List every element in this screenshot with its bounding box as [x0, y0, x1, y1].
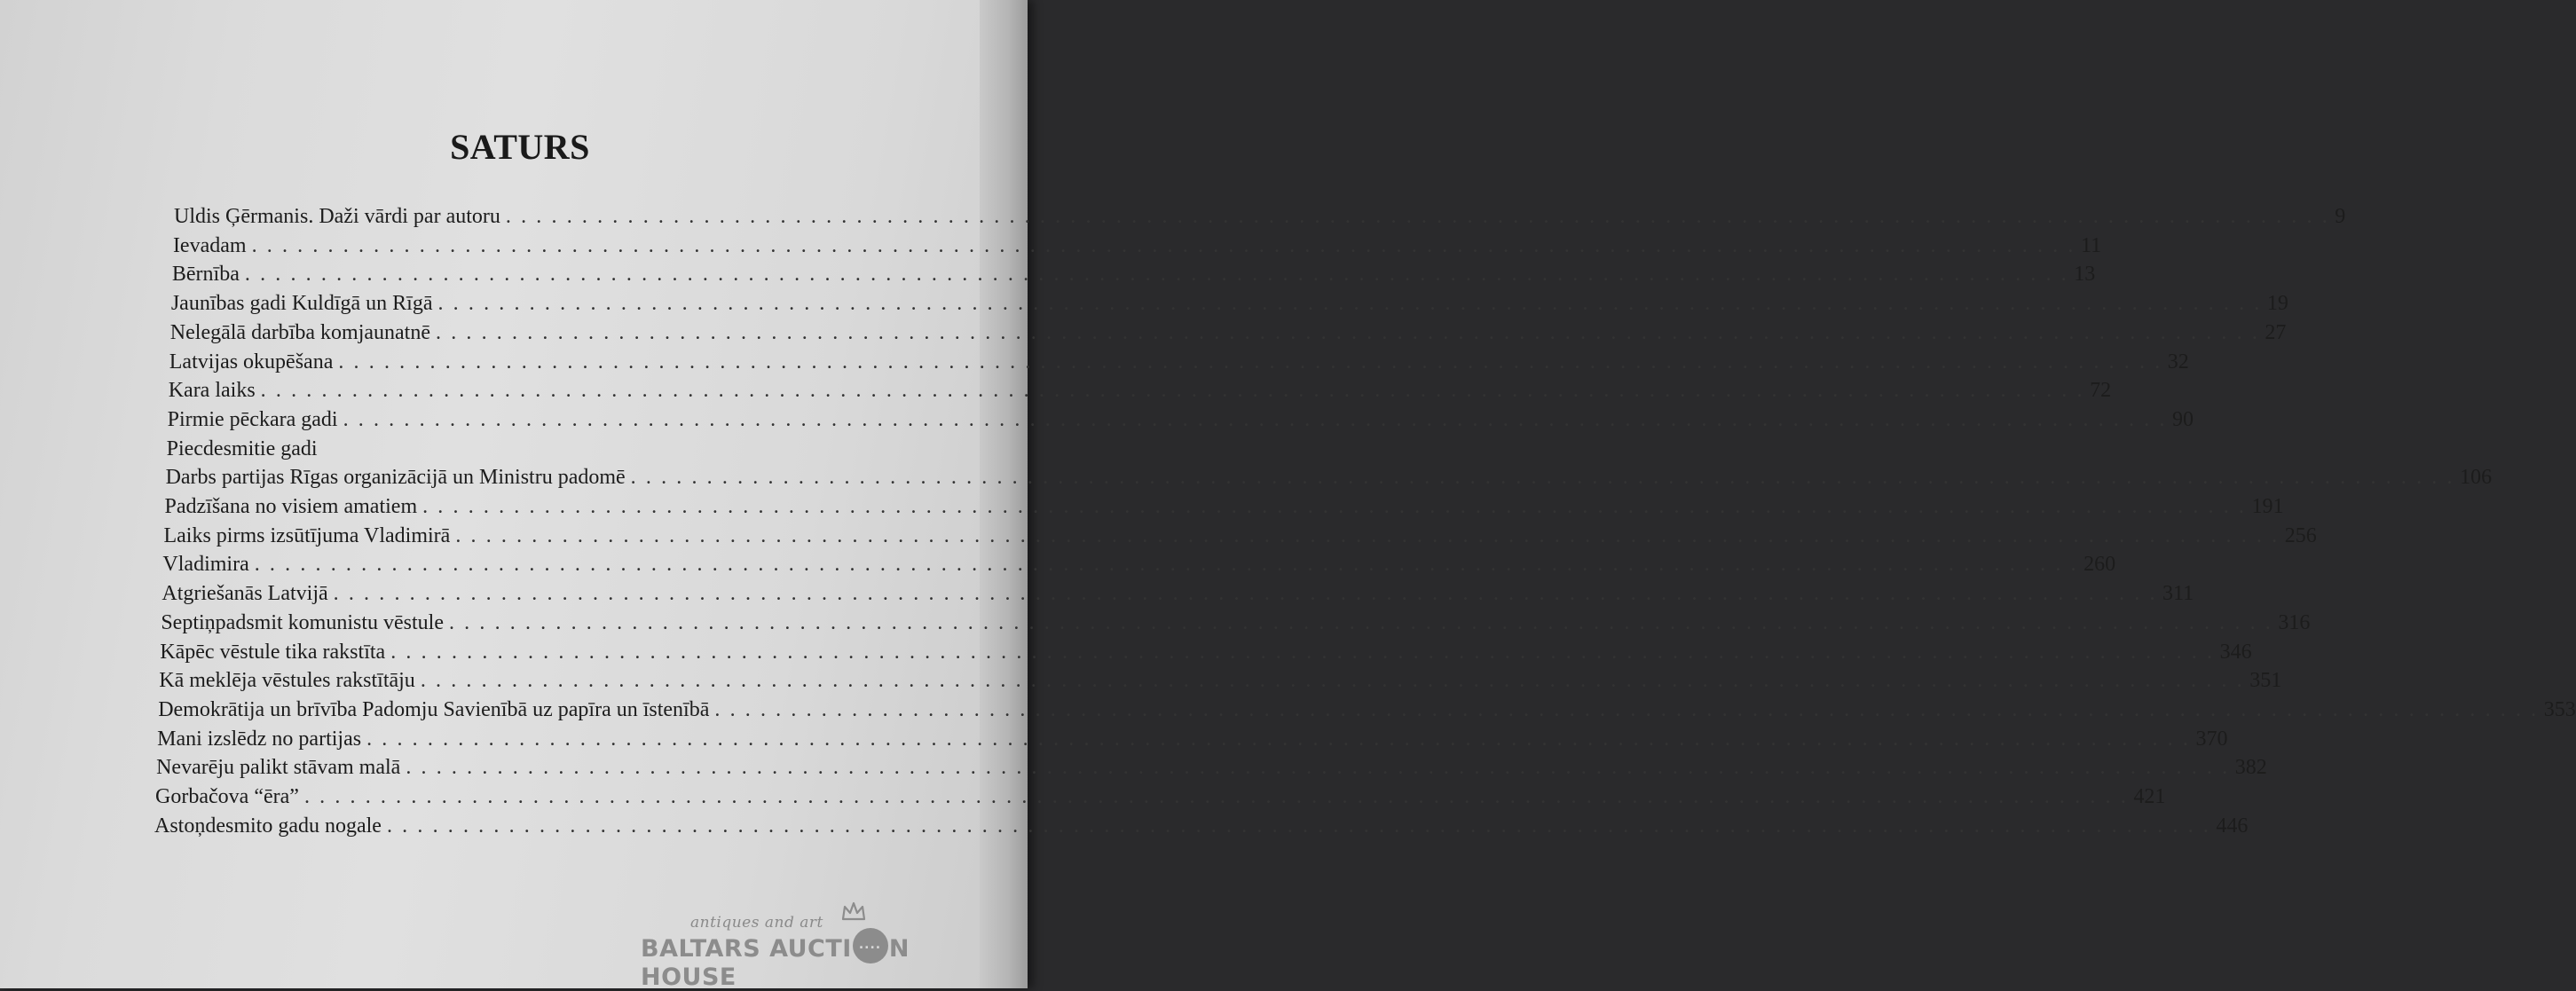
toc-leader-dots: . . . . . . . . . . . . . . . . . . . . . . . . . . . . . . . . . . . . . . . . . . . . . . . . . . . . . . . . . . . . . . . . . . . . . . . . . . . . . . . . . . . . . . . . . . . . . . . . . . . . . . . . . . . . . . . . . . . . . . . . — [333, 582, 2158, 606]
toc-entry — [169, 319, 2287, 347]
toc-entry-title: Nevarēju palikt stāvam malā — [156, 756, 401, 780]
toc-leader-dots: . . . . . . . . . . . . . . . . . . . . . . . . . . . . . . . . . . . . . . . . . . . . . . . . . . . . . . . . . . . . . . . . . . . . . . . . . . . . . . . . . . . . . . . . . . . . . . . . . . . . . . . . . . . . . . . . . . . . . . . . — [437, 292, 2262, 316]
toc-page-number: 19 — [2266, 292, 2288, 316]
toc-leader-dots: . . . . . . . . . . . . . . . . . . . . . . . . . . . . . . . . . . . . . . . . . . . . . . . . . . . . . . . . . . . . . . . . . . . . . . . . . . . . . . . . . . . . . . . . . . . . . . . . . . . . . . . . . . . . . . . . . . . . . . . . — [386, 814, 2211, 838]
toc-entry — [167, 435, 878, 463]
toc-entry-title: Atgriešanās Latvijā — [161, 582, 328, 606]
toc-page-number: 72 — [2090, 379, 2112, 403]
toc-page-number: 191 — [2251, 495, 2284, 518]
toc-entry — [155, 783, 2166, 811]
toc-leader-dots: . . . . . . . . . . . . . . . . . . . . . . . . . . . . . . . . . . . . . . . . . . . . . . . . . . . . . . . . . . . . . . . . . . . . . . . . . . . . . . . . . . . . . . . . . . . . . . . . . . . . . . . . . . . . . . . . . . . . . . . . — [630, 466, 2455, 490]
toc-entry — [160, 638, 2252, 666]
toc-page-number: 446 — [2216, 814, 2249, 838]
toc-entry — [162, 550, 2116, 578]
toc-entry-title: Mani izslēdz no partijas — [157, 727, 362, 751]
toc-entry — [174, 202, 2346, 231]
toc-entry-title: Kara laiks — [168, 379, 256, 403]
toc-page-number: 311 — [2162, 582, 2194, 606]
toc-entry — [158, 696, 2576, 724]
page-title: SATURS — [450, 127, 590, 167]
toc-page-number: 9 — [2335, 205, 2346, 228]
toc-leader-dots: . . . . . . . . . . . . . . . . . . . . . . . . . . . . . . . . . . . . . . . . . . . . . . . . . . . . . . . . . . . . . . . . . . . . . . . . . . . . . . . . . . . . . . . . . . . . . . . . . . . . . . . . . . . . . . . . . . . . . . . . — [303, 785, 2129, 808]
toc-entry-title: Nelegālā darbība komjaunatnē — [169, 320, 430, 344]
toc-entry — [170, 289, 2288, 318]
toc-entry-title: Jaunības gadi Kuldīgā un Rīgā — [170, 292, 433, 316]
toc-leader-dots: . . . . . . . . . . . . . . . . . . . . . . . . . . . . . . . . . . . . . . . . . . . . . . . . . . . . . . . . . . . . . . . . . . . . . . . . . . . . . . . . . . . . . . . . . . . . . . . . . . . . . . . . . . . . . . . . . . . . . . . . — [366, 727, 2191, 751]
toc-page-number: 256 — [2284, 523, 2317, 547]
toc-leader-dots: . . . . . . . . . . . . . . . . . . . . . . . . . . . . . . . . . . . . . . . . . . . . . . . . . . . . . . . . . . . . . . . . . . . . . . . . . . . . . . . . . . . . . . . . . . . . . . . . . . . . . . . . . . . . . . . . . . . . . . . . — [420, 669, 2245, 693]
toc-page-number: 346 — [2219, 640, 2252, 664]
toc-entry-title: Padzīšana no visiem amatiem — [164, 495, 418, 518]
toc-entry — [165, 463, 2493, 492]
toc-entry-title: Kā meklēja vēstules rakstītāju — [159, 669, 415, 693]
toc-entry-title: Vladimira — [162, 553, 249, 577]
toc-leader-dots: . . . . . . . . . . . . . . . . . . . . . . . . . . . . . . . . . . . . . . . . . . . . . . . . . . . . . . . . . . . . . . . . . . . . . . . . . . . . . . . . . . . . . . . . . . . . . . . . . . . . . . . . . . . . . . . . . . . . . . . . — [448, 610, 2273, 634]
toc-entry — [157, 725, 2228, 753]
toc-leader-dots: . . . . . . . . . . . . . . . . . . . . . . . . . . . . . . . . . . . . . . . . . . . . . . . . . . . . . . . . . . . . . . . . . . . . . . . . . . . . . . . . . . . . . . . . . . . . . . . . . . . . . . . . . . . . . . . . . . . . . . . . — [422, 495, 2247, 518]
toc-entry-title: Astoņdesmito gadu nogale — [154, 814, 382, 838]
watermark-o-icon: .... — [853, 928, 888, 963]
toc-entry — [161, 609, 2311, 637]
toc-leader-dots: . . . . . . . . . . . . . . . . . . . . . . . . . . . . . . . . . . . . . . . . . . . . . . . . . . . . . . . . . . . . . . . . . . . . . . . . . . . . . . . . . . . . . . . . . . . . . . . . . . . . . . . . . . . . . . . . . . . . . . . . — [343, 407, 2167, 431]
toc-page-number: 11 — [2080, 233, 2102, 257]
toc-page-number: 90 — [2171, 407, 2194, 431]
toc-entry-title: Septiņpadsmit komunistu vēstule — [161, 610, 444, 634]
toc-leader-dots: . . . . . . . . . . . . . . . . . . . . . . . . . . . . . . . . . . . . . . . . . . . . . . . . . . . . . . . . . . . . . . . . . . . . . . . . . . . . . . . . . . . . . . . . . . . . . . . . . . . . . . . . . . . . . . . . . . . . . . . . — [244, 263, 2069, 287]
toc-entry-title: Piecdesmitie gadi — [166, 437, 318, 460]
toc-entry-title: Demokrātija un brīvība Padomju Savienībā uz papīra un īstenībā — [158, 697, 710, 721]
toc-page-number: 32 — [2167, 350, 2189, 374]
toc-page-number: 13 — [2074, 263, 2096, 287]
toc-page-number: 351 — [2249, 669, 2282, 693]
toc-entry-title: Kāpēc vēstule tika rakstīta — [160, 640, 386, 664]
toc-page-number: 106 — [2460, 466, 2493, 490]
toc-entry-title: Ievadam — [172, 233, 247, 257]
toc-leader-dots: . . . . . . . . . . . . . . . . . . . . . . . . . . . . . . . . . . . . . . . . . . . . . . . . . . . . . . . . . . . . . . . . . . . . . . . . . . . . . . . . . . . . . . . . . . . . . . . . . . . . . . . . . . . . . . . . . . . . . . . . — [505, 205, 2330, 228]
toc-page-number: 27 — [2265, 320, 2287, 344]
toc-leader-dots: . . . . . . . . . . . . . . . . . . . . . . . . . . . . . . . . . . . . . . . . . . . . . . . . . . . . . . . . . . . . . . . . . . . . . . . . . . . . . . . . . . . . . . . . . . . . . . . . . . . . . . . . . . . . . . . . . . . . . . . . — [390, 640, 2215, 664]
toc-page-number: 382 — [2234, 756, 2267, 780]
toc-leader-dots: . . . . . . . . . . . . . . . . . . . . . . . . . . . . . . . . . . . . . . . . . . . . . . . . . . . . . . . . . . . . . . . . . . . . . . . . . . . . . . . . . . . . . . . . . . . . . . . . . . . . . . . . . . . . . . . . . . . . . . . . — [436, 320, 2260, 344]
toc-entry — [154, 812, 2249, 840]
toc-page-number: 353 — [2543, 697, 2576, 721]
toc-entry — [169, 348, 2189, 376]
toc-entry-title: Uldis Ģērmanis. Daži vārdi par autoru — [174, 205, 500, 228]
watermark — [641, 910, 996, 991]
toc-entry-title: Gorbačova “ēra” — [155, 785, 299, 808]
toc-leader-dots: . . . . . . . . . . . . . . . . . . . . . . . . . . . . . . . . . . . . . . . . . . . . . . . . . . . . . . . . . . . . . . . . . . . . . . . . . . . . . . . . . . . . . . . . . . . . . . . . . . . . . . . . . . . . . . . . . . . . . . . . — [254, 553, 2079, 577]
toc-entry — [163, 522, 2317, 550]
toc-entry — [156, 753, 2267, 782]
toc-page-number: 316 — [2278, 610, 2311, 634]
crown-icon — [841, 901, 866, 921]
toc-leader-dots: . . . . . . . . . . . . . . . . . . . . . . . . . . . . . . . . . . . . . . . . . . . . . . . . . . . . . . . . . . . . . . . . . . . . . . . . . . . . . . . . . . . . . . . . . . . . . . . . . . . . . . . . . . . . . . . . . . . . . . . . — [251, 233, 2076, 257]
toc-entry — [164, 492, 2284, 521]
toc-leader-dots: . . . . . . . . . . . . . . . . . . . . . . . . . . . . . . . . . . . . . . . . . . . . . . . . . . . . . . . . . . . . . . . . . . . . . . . . . . . . . . . . . . . . . . . . . . . . . . . . . . . . . . . . . . . . . . . . . . . . . . . . — [406, 756, 2230, 780]
toc-leader-dots: . . . . . . . . . . . . . . . . . . . . . . . . . . . . . . . . . . . . . . . . . . . . . . . . . . . . . . . . . . . . . . . . . . . . . . . . . . . . . . . . . . . . . . . . . . . . . . . . . . . . . . . . . . . . . . . . . . . . . . . . — [714, 697, 2539, 721]
toc-entry-title: Bērnība — [171, 263, 240, 287]
toc-entry-title: Pirmie pēckara gadi — [167, 407, 338, 431]
toc-page-number: 370 — [2195, 727, 2228, 751]
toc-entry — [172, 232, 2102, 260]
toc-entry-title: Darbs partijas Rīgas organizācijā un Ministru padomē — [165, 466, 626, 490]
toc-entry-title: Laiks pirms izsūtījuma Vladimirā — [163, 523, 451, 547]
toc-entry — [171, 260, 2096, 288]
toc-entry — [159, 666, 2282, 695]
watermark-name: BALTARS AUCTI .... N HOUSE — [641, 928, 996, 991]
toc-page-number: 421 — [2133, 785, 2166, 808]
toc-entry — [168, 376, 2112, 405]
toc-page-number: 260 — [2084, 553, 2116, 577]
toc-leader-dots: . . . . . . . . . . . . . . . . . . . . . . . . . . . . . . . . . . . . . . . . . . . . . . . . . . . . . . . . . . . . . . . . . . . . . . . . . . . . . . . . . . . . . . . . . . . . . . . . . . . . . . . . . . . . . . . . . . . . . . . . — [455, 523, 2280, 547]
watermark-tagline: antiques and art — [690, 914, 823, 932]
toc-entry — [167, 405, 2194, 434]
toc-entry — [161, 579, 2194, 608]
toc-entry-title: Latvijas okupēšana — [169, 350, 334, 374]
toc-leader-dots: . . . . . . . . . . . . . . . . . . . . . . . . . . . . . . . . . . . . . . . . . . . . . . . . . . . . . . . . . . . . . . . . . . . . . . . . . . . . . . . . . . . . . . . . . . . . . . . . . . . . . . . . . . . . . . . . . . . . . . . . — [260, 379, 2085, 403]
toc-leader-dots: . . . . . . . . . . . . . . . . . . . . . . . . . . . . . . . . . . . . . . . . . . . . . . . . . . . . . . . . . . . . . . . . . . . . . . . . . . . . . . . . . . . . . . . . . . . . . . . . . . . . . . . . . . . . . . . . . . . . . . . . — [338, 350, 2162, 374]
